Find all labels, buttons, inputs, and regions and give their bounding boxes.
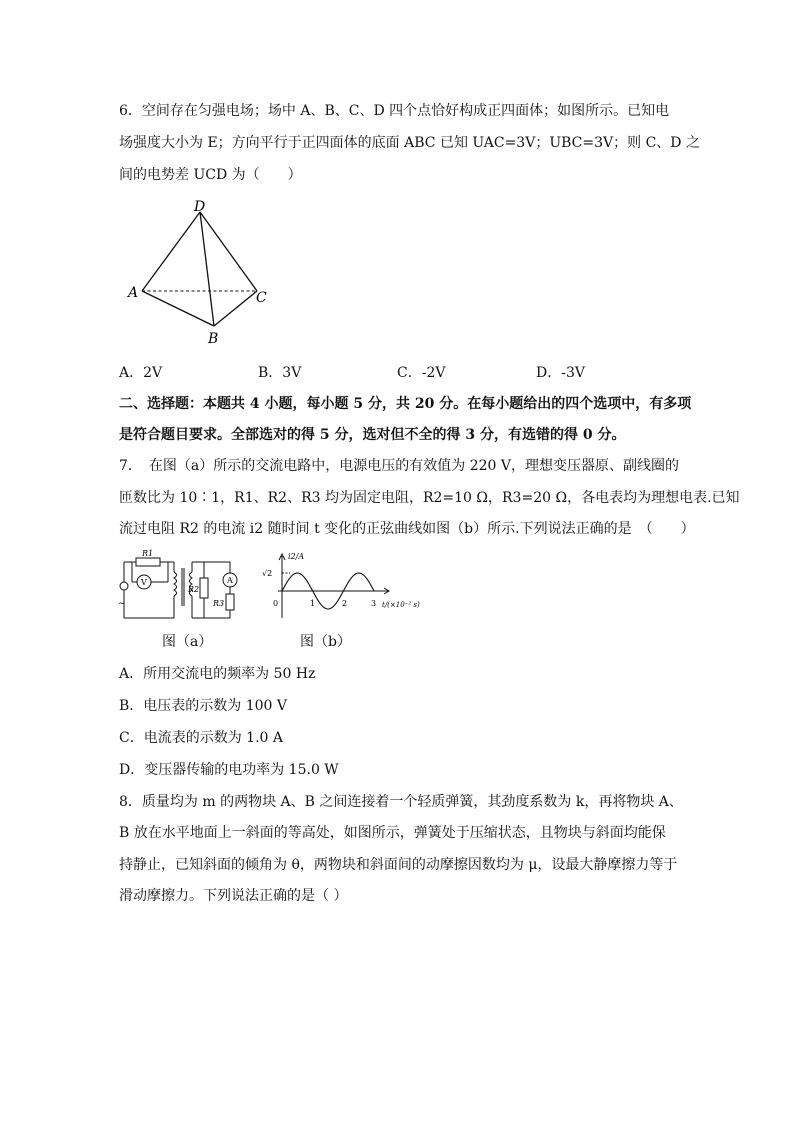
q7-option-a[interactable]: A．所用交流电的频率为 50 Hz xyxy=(119,666,316,682)
label-r2: R2 xyxy=(188,585,200,594)
x-tick-3: 3 xyxy=(371,599,377,608)
q6-option-d[interactable]: D．-3V xyxy=(536,365,585,381)
q6-line-3: 间的电势差 UCD 为（ ） xyxy=(119,167,302,183)
q6-option-b[interactable]: B．3V xyxy=(258,365,302,381)
q6-option-a[interactable]: A．2V xyxy=(119,365,163,381)
q6-line-1: 6．空间存在匀强电场；场中 A、B、C、D 四个点恰好构成正四面体；如图所示。已知电 xyxy=(119,103,670,119)
fig-b-caption: 图（b） xyxy=(300,634,351,650)
vertex-label-d: D xyxy=(194,199,206,215)
vertex-label-a: A xyxy=(128,285,139,301)
q7-option-c[interactable]: C．电流表的示数为 1.0 A xyxy=(119,730,283,746)
vertex-label-c: C xyxy=(256,290,267,306)
q8-line-3: 持静止，已知斜面的倾角为 θ，两物块和斜面间的动摩擦因数均为 μ，设最大静摩擦力等于 xyxy=(119,857,678,873)
section2-line-1: 二、选择题：本题共 4 小题，每小题 5 分，共 20 分。在每小题给出的四个选项中，有多项 xyxy=(119,396,692,412)
x-axis-label: t/(×10⁻² s) xyxy=(382,601,420,609)
q6-line-2: 场强度大小为 E；方向平行于正四面体的底面 ABC 已知 UAC=3V；UBC=3V；则 C、D 之 xyxy=(119,135,700,151)
ac-source-icon: ~ xyxy=(118,599,126,609)
q8-line-4: 滑动摩擦力。下列说法正确的是（ ） xyxy=(119,888,348,904)
q7-option-d[interactable]: D．变压器传输的电功率为 15.0 W xyxy=(119,762,339,778)
vertex-label-b: B xyxy=(208,331,219,347)
x-tick-2: 2 xyxy=(342,599,348,608)
fig-a-caption: 图（a） xyxy=(162,634,213,650)
origin-label: 0 xyxy=(273,599,279,608)
y-axis-label: i2/A xyxy=(288,552,305,561)
q7-option-b[interactable]: B．电压表的示数为 100 V xyxy=(119,698,288,714)
ammeter-icon: A xyxy=(227,576,233,585)
q7-line-1: 7． 在图（a）所示的交流电路中，电源电压的有效值为 220 V，理想变压器原、副线圈的 xyxy=(119,458,679,474)
voltmeter-icon: V xyxy=(141,578,147,587)
circuit-figure xyxy=(118,548,243,626)
q6-option-c[interactable]: C．-2V xyxy=(397,365,446,381)
label-r1: R1 xyxy=(142,549,154,558)
tetrahedron-figure xyxy=(120,195,280,350)
x-tick-1: 1 xyxy=(310,599,316,608)
q7-line-2: 匝数比为 10∶1，R1、R2、R3 均为固定电阻，R2=10 Ω，R3=20 Ω，各电表均为理想电表.已知 xyxy=(119,490,740,506)
q8-line-1: 8．质量均为 m 的两物块 A、B 之间连接着一个轻质弹簧，其劲度系数为 k，再将物块 A、 xyxy=(119,794,683,810)
label-r3: R3 xyxy=(213,599,225,608)
q8-line-2: B 放在水平地面上一斜面的等高处，如图所示，弹簧处于压缩状态，且物块与斜面均能保 xyxy=(119,825,666,841)
section2-line-2: 是符合题目要求。全部选对的得 5 分，选对但不全的得 3 分，有选错的得 0 分。 xyxy=(119,427,626,443)
q7-line-3: 流过电阻 R2 的电流 i2 随时间 t 变化的正弦曲线如图（b）所示.下列说法正确的是 （ ） xyxy=(119,521,695,537)
sine-graph xyxy=(258,548,438,626)
y-tick-sqrt2: √2 xyxy=(262,569,273,578)
